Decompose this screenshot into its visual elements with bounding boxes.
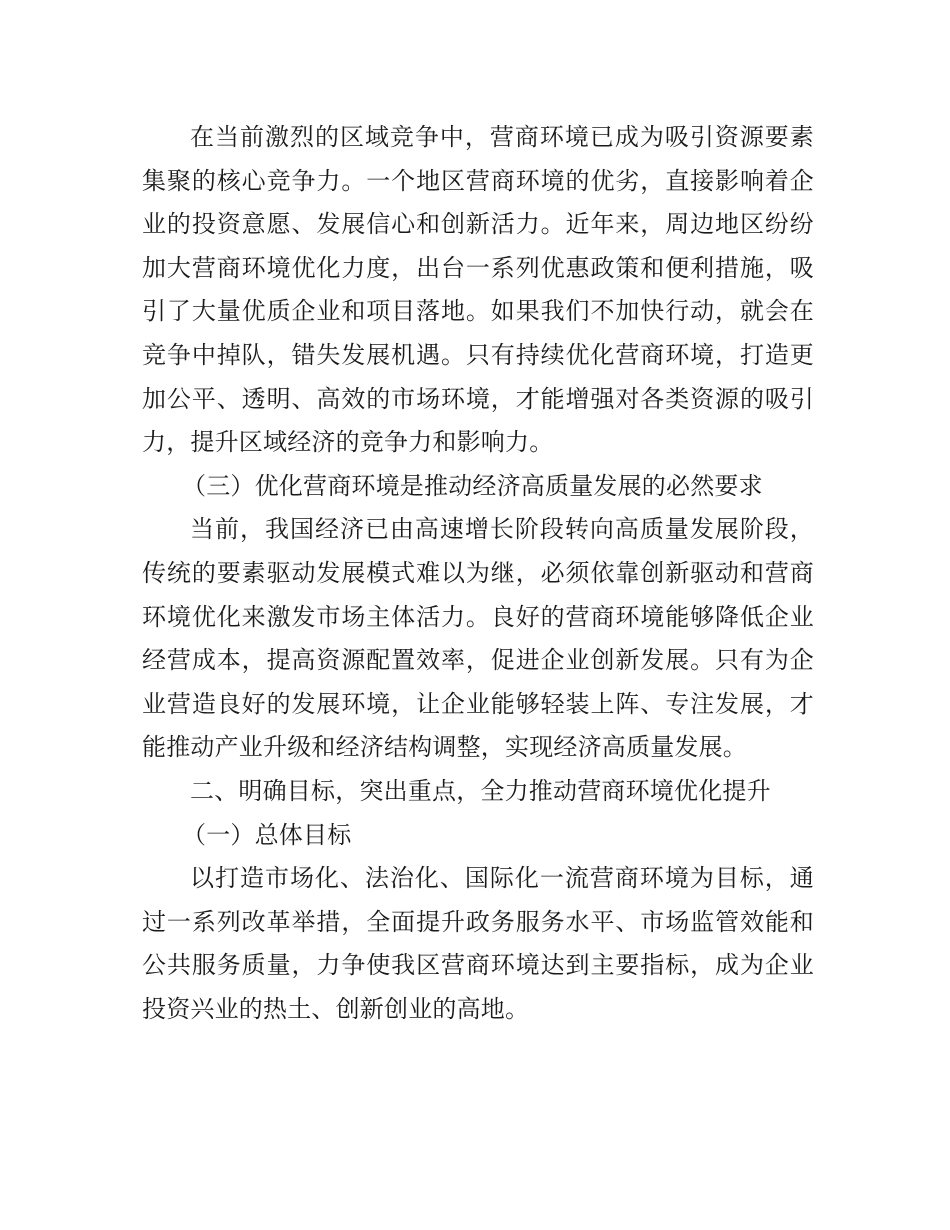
document-body: [142, 116, 814, 1031]
subheading-overall-goal: （一）总体目标: [182, 820, 352, 849]
paragraph-overall-goal: 以打造市场化、法治化、国际化一流营商环境为目标，通过一系列改革举措，全面提升政务服务水平、市场监管效能和公共服务质量，力争使我区营商环境达到主要指标，成为企业投资兴业的热土、创新创业的高地。: [142, 864, 814, 1023]
subheading-high-quality-development: （三）优化营商环境是推动经济高质量发展的必然要求: [182, 471, 763, 500]
paragraph-competition: 在当前激烈的区域竞争中，营商环境已成为吸引资源要素集聚的核心竞争力。一个地区营商环境的优劣，直接影响着企业的投资意愿、发展信心和创新活力。近年来，周边地区纷纷加大营商环境优化力度，出台一系列优惠政策和便利措施，吸引了大量优质企业和项目落地。如果我们不加快行动，就会在竞争中掉队，错失发展机遇。只有持续优化营商环境，打造更加公平、透明、高效的市场环境，才能增强对各类资源的吸引力，提升区域经济的竞争力和影响力。: [142, 123, 814, 457]
section-heading-goals: 二、明确目标，突出重点，全力推动营商环境优化提升: [190, 776, 771, 805]
paragraph-high-quality-development: 当前，我国经济已由高速增长阶段转向高质量发展阶段，传统的要素驱动发展模式难以为继，必须依靠创新驱动和营商环境优化来激发市场主体活力。良好的营商环境能够降低企业经营成本，提高资源配置效率，促进企业创新发展。只有为企业营造良好的发展环境，让企业能够轻装上阵、专注发展，才能推动产业升级和经济结构调整，实现经济高质量发展。: [142, 515, 814, 762]
